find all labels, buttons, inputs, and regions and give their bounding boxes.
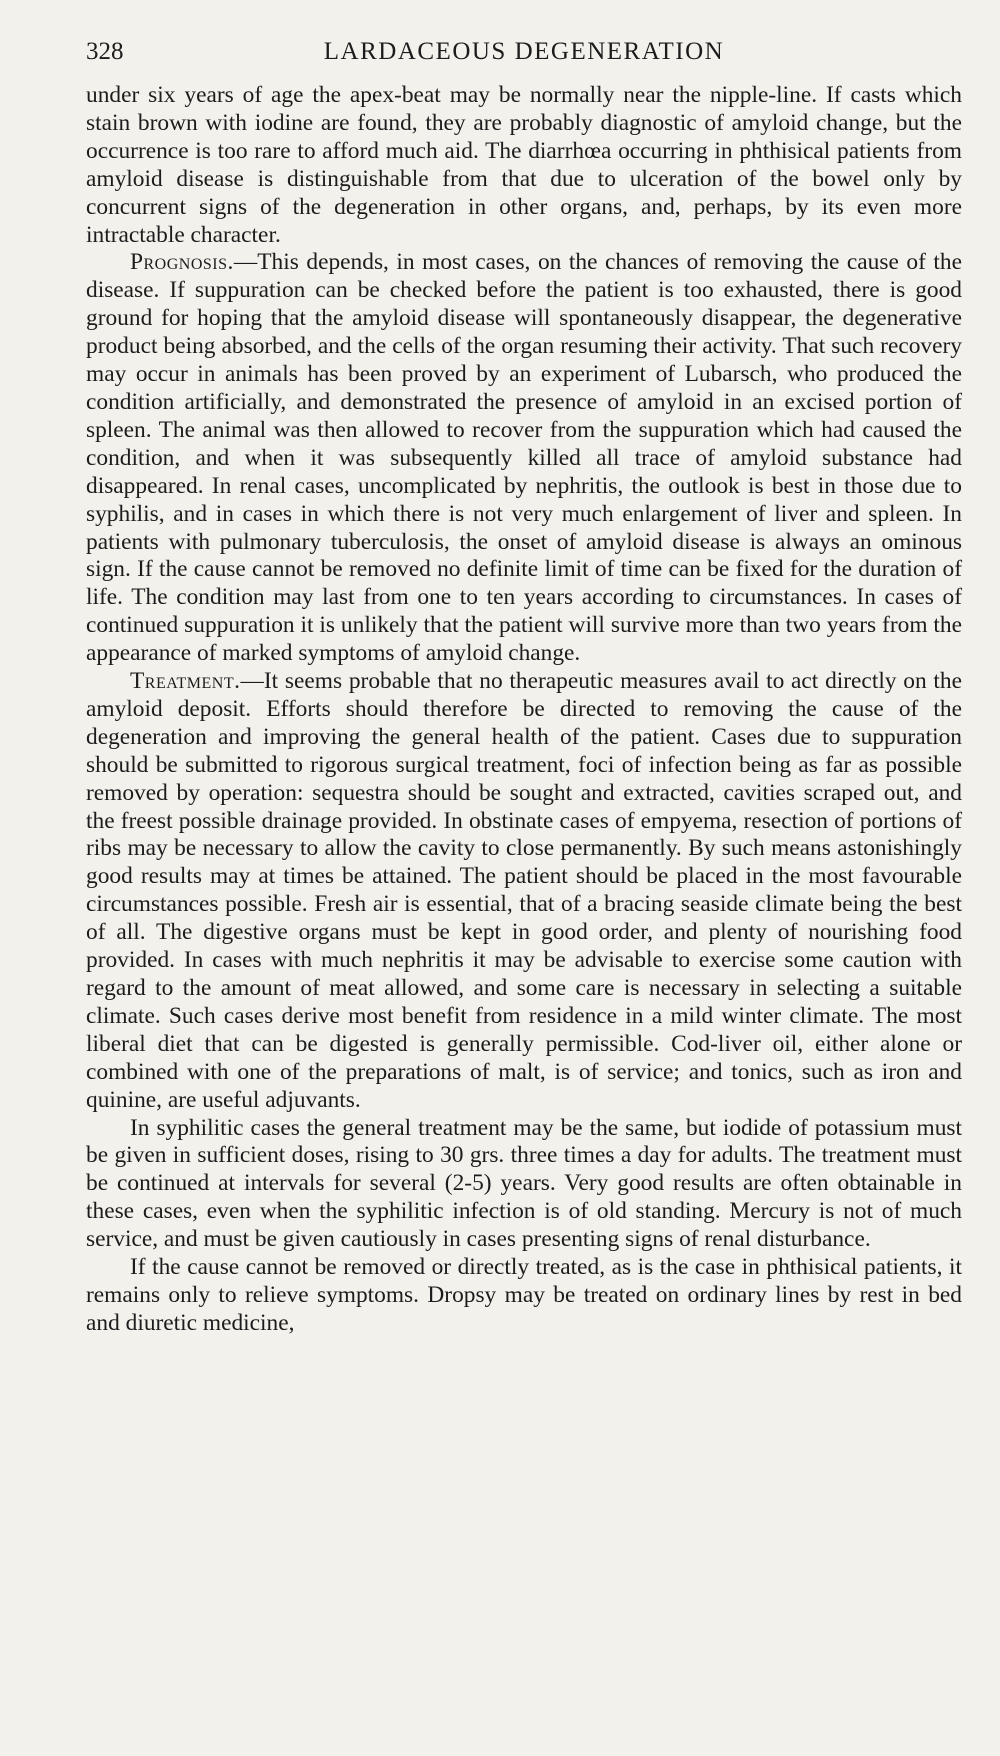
body-text <box>86 82 962 1338</box>
running-head: LARDACEOUS DEGENERATION <box>323 38 725 65</box>
paragraph-prognosis <box>86 249 962 668</box>
paragraph-diagnosis-continued <box>86 82 962 249</box>
paragraph-text: If the cause cannot be removed or directly treated, as is the case in phthisical patients, it remains only to relieve symptoms. Dropsy may be treated on ordinary lines by rest in bed and diuretic medicine, <box>86 1254 962 1336</box>
page-header <box>86 38 962 78</box>
section-heading-treatment: Treatment. <box>130 668 241 695</box>
paragraph-text: —It seems probable that no therapeutic measures avail to act directly on the amyloid deposit. Efforts should therefore be directed to removing the cause of the degeneration and improving the general health of the patient. Cases due to suppuration should be submitted to rigorous surgical treatment, foci of infection being as far as possible removed by operation: sequestra should be sought and extracted, cavities scraped out, and the freest possible drainage provided. In obstinate cases of empyema, resection of portions of ribs may be necessary to allow the cavity to close permanently. By such means astonishingly good results may at times be attained. The patient should be placed in the most favourable circumstances possible. Fresh air is essential, that of a bracing seaside climate being the best of all. The digestive organs must be kept in good order, and plenty of nourishing food provided. In cases with much nephritis it may be advisable to exercise some caution with regard to the amount of meat allowed, and some care is necessary in selecting a suitable climate. Such cases derive most benefit from residence in a mild winter climate. The most liberal diet that can be digested is generally permissible. Cod-liver oil, either alone or combined with one of the preparations of malt, is of service; and tonics, such as iron and quinine, are useful adjuvants. <box>86 668 962 1113</box>
paragraph-treatment <box>86 668 962 1115</box>
paragraph-text: —This depends, in most cases, on the chances of removing the cause of the disease. If suppuration can be checked before the patient is too exhausted, there is good ground for hoping that the amyloid disease will spontaneously disappear, the degenerative product being absorbed, and the cells of the organ resuming their activity. That such recovery may occur in animals has been proved by an experiment of Lubarsch, who produced the condition artificially, and demonstrated the presence of amyloid in an excised portion of spleen. The animal was then allowed to recover from the suppuration which had caused the condition, and when it was subsequently killed all trace of amyloid substance had disappeared. In renal cases, uncomplicated by nephritis, the outlook is best in those due to syphilis, and in cases in which there is not very much enlargement of liver and spleen. In patients with pulmonary tuberculosis, the onset of amyloid disease is always an ominous sign. If the cause cannot be removed no definite limit of time can be fixed for the duration of life. The condition may last from one to ten years according to circumstances. In cases of continued suppuration it is unlikely that the patient will survive more than two years from the appearance of marked symptoms of amyloid change. <box>86 249 962 667</box>
paragraph-text: under six years of age the apex-beat may be normally near the nipple-line. If casts which stain brown with iodine are found, they are probably diagnostic of amyloid change, but the occurrence is too rare to afford much aid. The diarrhœa occurring in phthisical patients from amyloid disease is distinguishable from that due to ulceration of the bowel only by concurrent signs of the degeneration in other organs, and, perhaps, by its even more intractable character. <box>86 82 962 248</box>
section-heading-prognosis: Prognosis. <box>130 249 234 276</box>
paragraph-syphilitic-cases <box>86 1115 962 1255</box>
paragraph-symptomatic-relief <box>86 1254 962 1338</box>
book-page <box>86 38 962 1338</box>
page-number: 328 <box>86 38 124 65</box>
paragraph-text: In syphilitic cases the general treatment may be the same, but iodide of potassium must be given in sufficient doses, rising to 30 grs. three times a day for adults. The treatment must be continued at intervals for several (2-5) years. Very good results are often obtainable in these cases, even when the syphilitic infection is of old standing. Mercury is not of much service, and must be given cautiously in cases presenting signs of renal disturbance. <box>86 1114 962 1253</box>
